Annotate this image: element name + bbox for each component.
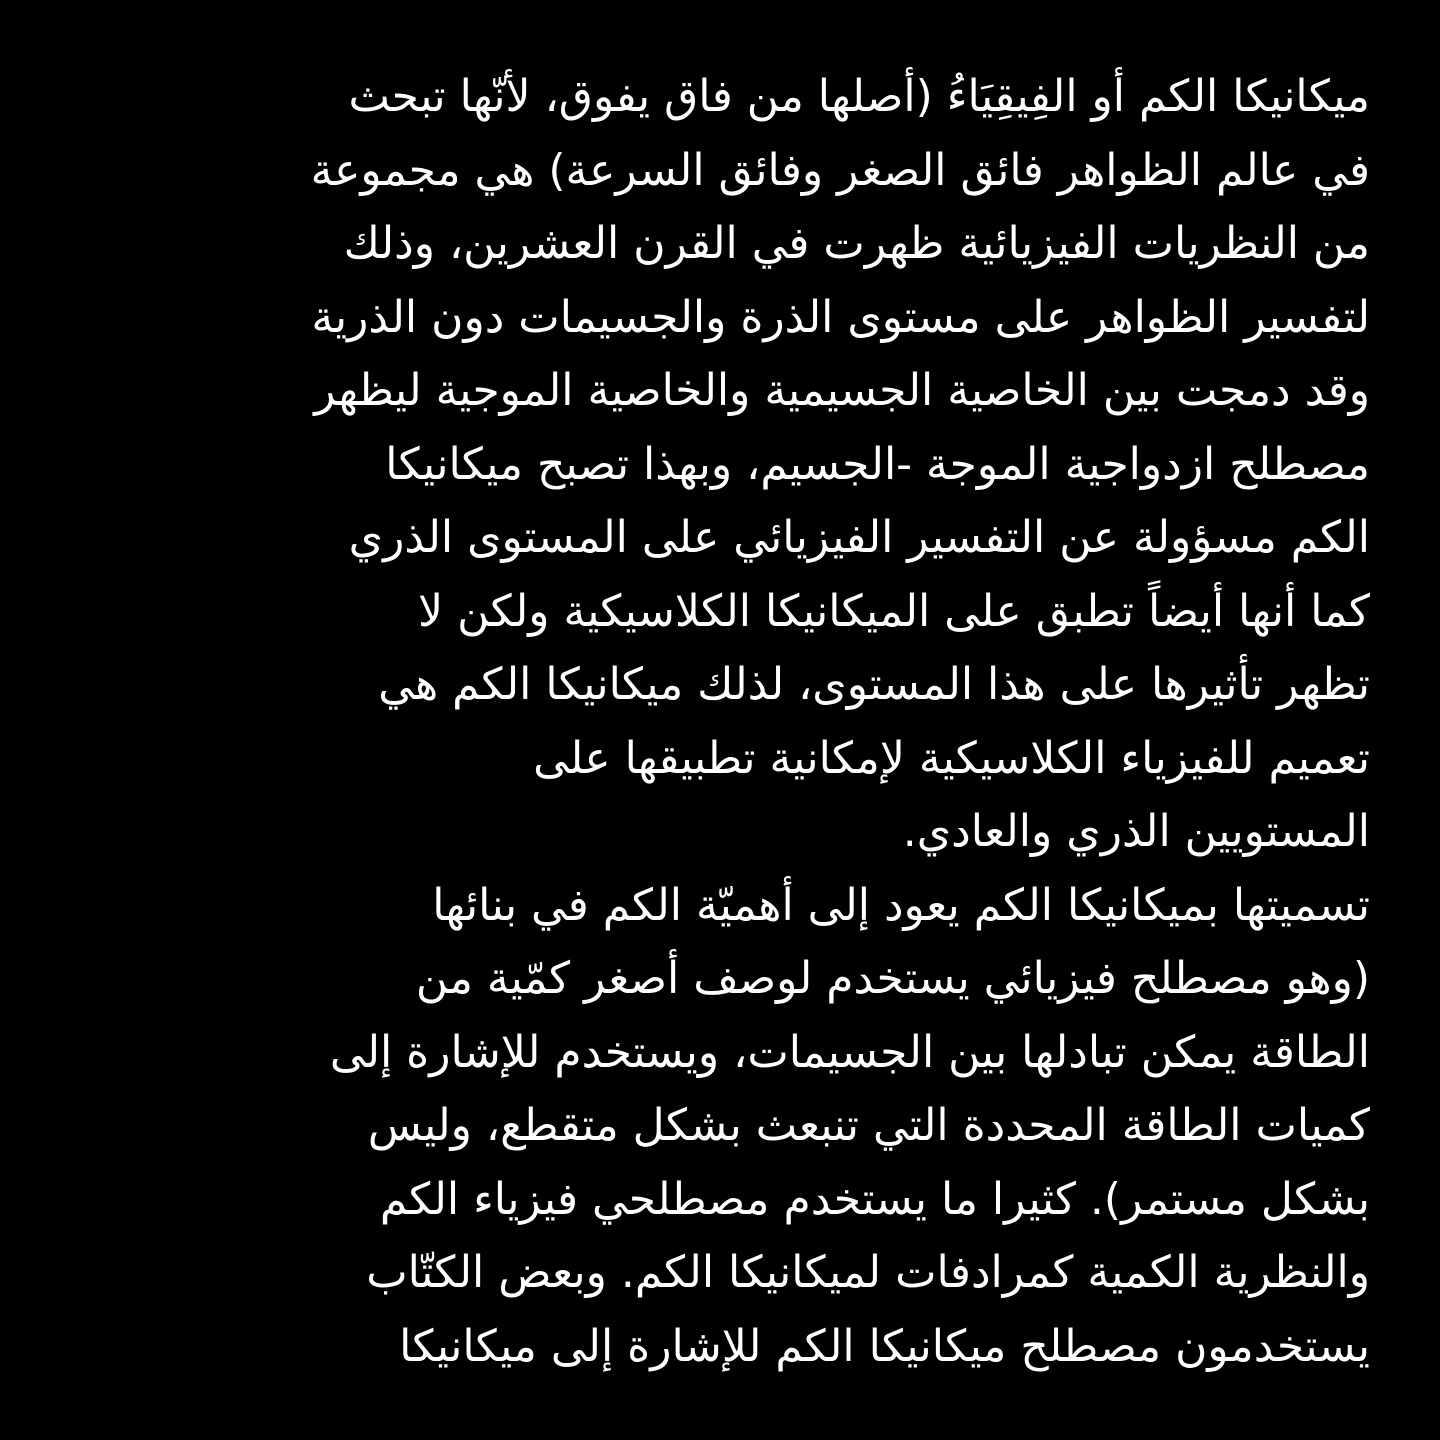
text-line: تعميم للفيزياء الكلاسيكية لإمكانية تطبيقها على xyxy=(533,732,1370,784)
text-line: كميات الطاقة المحددة التي تنبعث بشكل متقطع، وليس xyxy=(367,1100,1370,1151)
text-line: بشكل مستمر). كثيرا ما يستخدم مصطلحي فيزياء الكم xyxy=(379,1173,1370,1225)
text-line: تظهر تأثيرها على هذا المستوى، لذلك ميكانيكا الكم هي xyxy=(378,659,1370,710)
text-line: من النظريات الفيزيائية ظهرت في القرن العشرين، وذلك xyxy=(343,218,1370,269)
text-line: المستويين الذري والعادي. xyxy=(902,806,1370,857)
text-line: ميكانيكا الكم أو الفِيقِيَاءُ (أصلها من فاق يفوق، لأنّها تبحث xyxy=(348,71,1370,122)
text-line: في عالم الظواهر فائق الصغر وفائق السرعة) هي مجموعة xyxy=(310,144,1370,196)
text-line: مصطلح ازدواجية الموجة -الجسيم، وبهذا تصبح ميكانيكا xyxy=(385,438,1370,490)
arabic-text-block xyxy=(70,60,1370,1383)
text-line: والنظرية الكمية كمرادفات لميكانيكا الكم. وبعض الكتّاب xyxy=(366,1247,1370,1298)
text-line: (وهو مصطلح فيزيائي يستخدم لوصف أصغر كمّية من xyxy=(415,953,1370,1004)
text-line: الطاقة يمكن تبادلها بين الجسيمات، ويستخدم للإشارة إلى xyxy=(329,1026,1370,1078)
text-line: وقد دمجت بين الخاصية الجسيمية والخاصية الموجية ليظهر xyxy=(314,365,1370,416)
text-line: تسميتها بميكانيكا الكم يعود إلى أهميّة الكم في بنائها xyxy=(432,879,1370,931)
text-line: لتفسير الظواهر على مستوى الذرة والجسيمات دون الذرية xyxy=(311,291,1370,343)
text-line: كما أنها أيضاً تطبق على الميكانيكا الكلاسيكية ولكن لا xyxy=(418,585,1370,637)
text-line: يستخدمون مصطلح ميكانيكا الكم للإشارة إلى ميكانيكا xyxy=(399,1320,1370,1372)
text-line: الكم مسؤولة عن التفسير الفيزيائي على المستوى الذري xyxy=(348,512,1370,563)
